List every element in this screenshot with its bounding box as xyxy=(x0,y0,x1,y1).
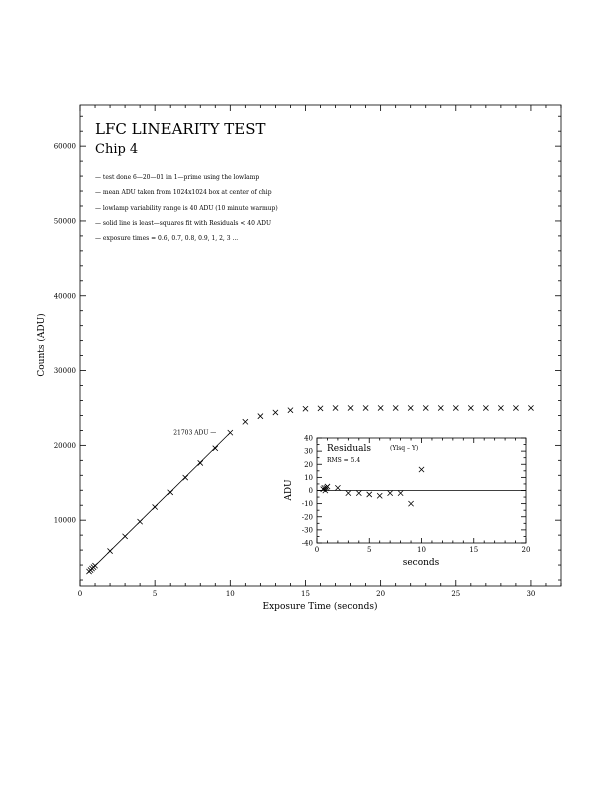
inset-title: Residuals xyxy=(327,444,372,454)
data-point xyxy=(138,519,143,524)
y-tick-label: -10 xyxy=(301,500,313,509)
x-tick-label: 0 xyxy=(314,546,320,554)
x-tick-label: 20 xyxy=(521,546,531,554)
y-tick-label: 30 xyxy=(304,447,313,456)
data-point xyxy=(183,475,188,480)
x-tick-label: 10 xyxy=(417,546,426,554)
main-subtitle: Chip 4 xyxy=(95,142,139,157)
x-tick-label: 15 xyxy=(301,590,310,598)
inset-rms: RMS = 5.4 xyxy=(327,457,361,464)
y-tick-label: 20000 xyxy=(53,441,76,450)
data-point xyxy=(107,548,112,553)
data-point xyxy=(153,504,158,509)
note-4: — solid line is least—squares fit with Residuals < 40 ADU xyxy=(95,220,272,227)
y-tick-label: -40 xyxy=(301,539,313,548)
y-tick-label: 60000 xyxy=(53,142,76,151)
data-point xyxy=(122,534,127,539)
data-point xyxy=(303,406,308,411)
main-title: LFC LINEARITY TEST xyxy=(95,120,266,138)
inset-subtitle: (Ylsq – Y) xyxy=(390,445,419,452)
y-tick-label: -20 xyxy=(301,513,313,522)
note-5: — exposure times = 0.6, 0.7, 0.8, 0.9, 1, 2, 3 ... xyxy=(95,235,239,242)
data-point xyxy=(468,405,473,410)
x-tick-label: 25 xyxy=(451,590,461,598)
y-tick-label: 20 xyxy=(304,460,313,469)
data-point xyxy=(243,419,248,424)
y-tick-label: 40000 xyxy=(53,292,76,301)
data-point xyxy=(92,563,97,568)
y-tick-label: 50000 xyxy=(53,217,76,226)
x-tick-label: 5 xyxy=(367,546,372,554)
note-1: — test done 6—20—01 in 1—prime using the lowlamp xyxy=(95,174,260,181)
inset-y-label: ADU xyxy=(284,479,294,501)
x-tick-label: 15 xyxy=(469,546,479,554)
data-point xyxy=(333,405,338,410)
x-tick-label: 20 xyxy=(376,590,386,598)
y-tick-label: 0 xyxy=(308,487,313,495)
y-tick-label: 10000 xyxy=(53,516,76,525)
x-tick-label: 5 xyxy=(152,590,158,598)
data-point xyxy=(228,430,233,435)
data-point xyxy=(453,405,458,410)
data-point xyxy=(273,410,278,415)
data-point xyxy=(363,405,368,410)
data-point xyxy=(168,490,173,495)
main-y-label: Counts (ADU) xyxy=(37,313,47,377)
y-tick-label: 10 xyxy=(304,473,313,482)
data-point xyxy=(408,405,413,410)
data-point xyxy=(288,408,293,413)
data-point xyxy=(393,405,398,410)
data-point xyxy=(378,405,383,410)
data-point xyxy=(528,405,533,410)
data-point xyxy=(258,414,263,419)
x-tick-label: 10 xyxy=(225,590,235,598)
y-tick-label: 30000 xyxy=(53,367,76,376)
data-point xyxy=(348,405,353,410)
y-tick-label: -30 xyxy=(301,526,313,535)
data-point xyxy=(198,460,203,465)
x-tick-label: 0 xyxy=(77,590,83,598)
fit-endpoint-annotation: 21703 ADU — xyxy=(173,429,217,437)
data-point xyxy=(423,405,428,410)
main-x-label: Exposure Time (seconds) xyxy=(262,602,378,612)
data-point xyxy=(513,405,518,410)
x-tick-label: 30 xyxy=(526,590,536,598)
note-2: — mean ADU taken from 1024x1024 box at center of chip xyxy=(95,189,272,196)
y-tick-label: 40 xyxy=(304,434,313,443)
inset-x-label: seconds xyxy=(402,558,440,568)
data-point xyxy=(498,405,503,410)
data-point xyxy=(438,405,443,410)
data-point xyxy=(213,446,218,451)
data-point xyxy=(318,406,323,411)
note-3: — lowlamp variability range is 40 ADU (10 minute warmup) xyxy=(95,205,278,212)
data-point xyxy=(483,405,488,410)
